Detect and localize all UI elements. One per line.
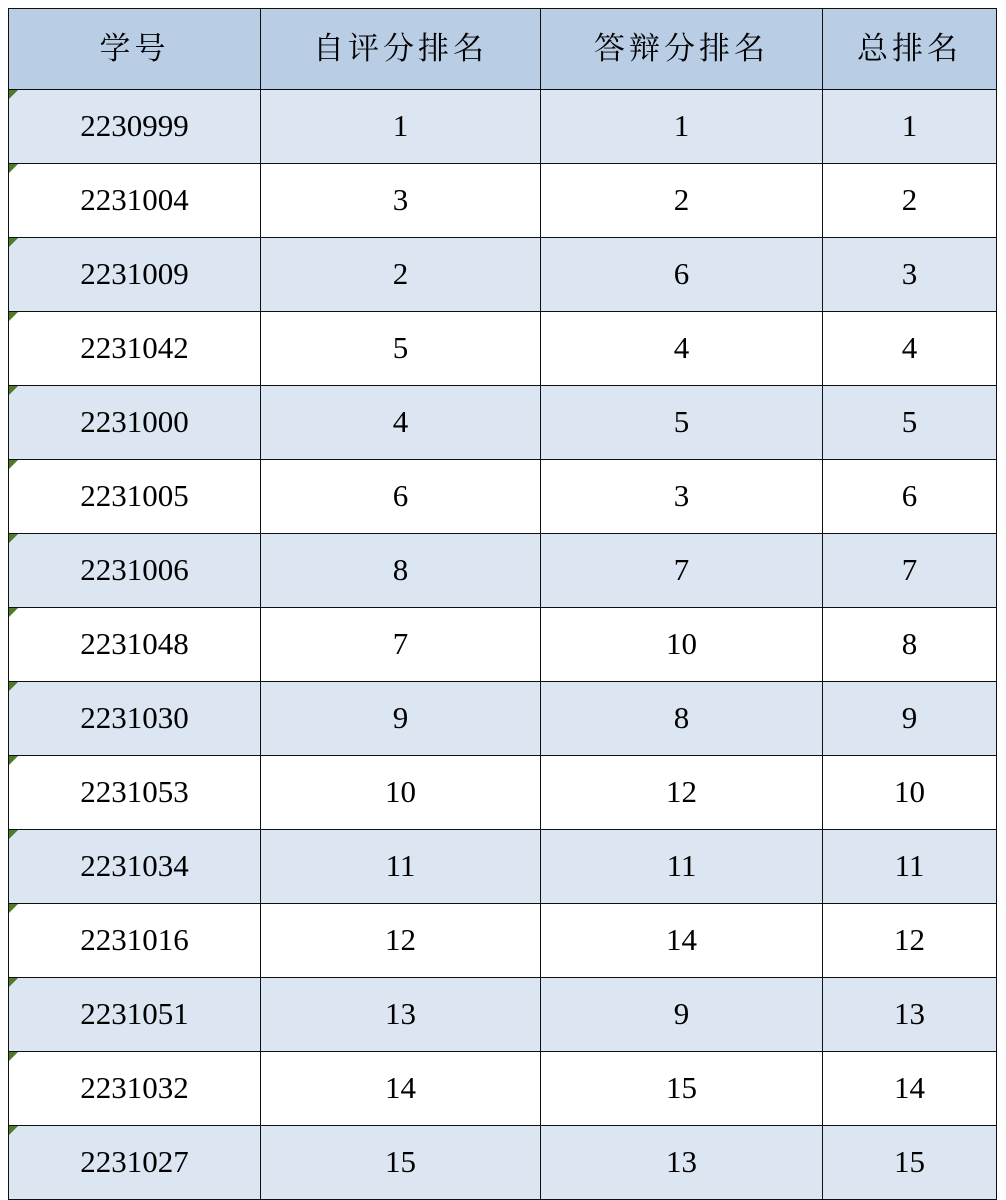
comment-marker-icon xyxy=(9,682,18,691)
cell-student-id: 2231016 xyxy=(9,904,261,978)
column-header-total-rank: 总排名 xyxy=(823,9,997,90)
cell-defense-score-rank: 4 xyxy=(541,312,823,386)
cell-student-id: 2231006 xyxy=(9,534,261,608)
cell-student-id: 2231042 xyxy=(9,312,261,386)
cell-total-rank: 9 xyxy=(823,682,997,756)
table-row xyxy=(9,682,997,756)
column-header-defense-score-rank: 答辩分排名 xyxy=(541,9,823,90)
cell-total-rank: 4 xyxy=(823,312,997,386)
cell-total-rank: 3 xyxy=(823,238,997,312)
cell-total-rank: 5 xyxy=(823,386,997,460)
cell-self-score-rank: 1 xyxy=(261,90,541,164)
comment-marker-icon xyxy=(9,978,18,987)
cell-self-score-rank: 14 xyxy=(261,1052,541,1126)
table-row xyxy=(9,904,997,978)
cell-total-rank: 11 xyxy=(823,830,997,904)
cell-student-id: 2231005 xyxy=(9,460,261,534)
cell-defense-score-rank: 15 xyxy=(541,1052,823,1126)
table-row xyxy=(9,756,997,830)
cell-self-score-rank: 8 xyxy=(261,534,541,608)
table-row xyxy=(9,1126,997,1200)
cell-self-score-rank: 5 xyxy=(261,312,541,386)
cell-total-rank: 13 xyxy=(823,978,997,1052)
cell-self-score-rank: 6 xyxy=(261,460,541,534)
cell-total-rank: 12 xyxy=(823,904,997,978)
cell-total-rank: 10 xyxy=(823,756,997,830)
cell-total-rank: 14 xyxy=(823,1052,997,1126)
cell-self-score-rank: 13 xyxy=(261,978,541,1052)
cell-total-rank: 1 xyxy=(823,90,997,164)
comment-marker-icon xyxy=(9,608,18,617)
cell-total-rank: 7 xyxy=(823,534,997,608)
cell-student-id: 2231051 xyxy=(9,978,261,1052)
cell-defense-score-rank: 8 xyxy=(541,682,823,756)
cell-student-id: 2231004 xyxy=(9,164,261,238)
comment-marker-icon xyxy=(9,460,18,469)
table-row xyxy=(9,608,997,682)
comment-marker-icon xyxy=(9,534,18,543)
comment-marker-icon xyxy=(9,756,18,765)
cell-defense-score-rank: 6 xyxy=(541,238,823,312)
comment-marker-icon xyxy=(9,238,18,247)
cell-defense-score-rank: 3 xyxy=(541,460,823,534)
cell-defense-score-rank: 7 xyxy=(541,534,823,608)
cell-self-score-rank: 7 xyxy=(261,608,541,682)
cell-self-score-rank: 10 xyxy=(261,756,541,830)
comment-marker-icon xyxy=(9,1126,18,1135)
cell-defense-score-rank: 12 xyxy=(541,756,823,830)
cell-total-rank: 6 xyxy=(823,460,997,534)
cell-student-id: 2231032 xyxy=(9,1052,261,1126)
cell-defense-score-rank: 11 xyxy=(541,830,823,904)
cell-total-rank: 2 xyxy=(823,164,997,238)
cell-student-id: 2231009 xyxy=(9,238,261,312)
comment-marker-icon xyxy=(9,1052,18,1061)
cell-student-id: 2231048 xyxy=(9,608,261,682)
table-row xyxy=(9,312,997,386)
comment-marker-icon xyxy=(9,164,18,173)
cell-defense-score-rank: 5 xyxy=(541,386,823,460)
comment-marker-icon xyxy=(9,386,18,395)
table-header-row xyxy=(9,9,997,90)
table-row xyxy=(9,164,997,238)
comment-marker-icon xyxy=(9,830,18,839)
cell-total-rank: 8 xyxy=(823,608,997,682)
column-header-self-score-rank: 自评分排名 xyxy=(261,9,541,90)
column-header-student-id: 学号 xyxy=(9,9,261,90)
table-body xyxy=(9,90,997,1200)
table-row xyxy=(9,830,997,904)
table-row xyxy=(9,978,997,1052)
cell-defense-score-rank: 9 xyxy=(541,978,823,1052)
cell-student-id: 2230999 xyxy=(9,90,261,164)
ranking-table xyxy=(8,8,997,1200)
cell-self-score-rank: 3 xyxy=(261,164,541,238)
cell-student-id: 2231053 xyxy=(9,756,261,830)
cell-defense-score-rank: 10 xyxy=(541,608,823,682)
cell-total-rank: 15 xyxy=(823,1126,997,1200)
cell-self-score-rank: 4 xyxy=(261,386,541,460)
comment-marker-icon xyxy=(9,312,18,321)
cell-defense-score-rank: 13 xyxy=(541,1126,823,1200)
comment-marker-icon xyxy=(9,90,18,99)
cell-self-score-rank: 2 xyxy=(261,238,541,312)
table-row xyxy=(9,1052,997,1126)
table-row xyxy=(9,386,997,460)
table-row xyxy=(9,534,997,608)
table-row xyxy=(9,460,997,534)
cell-student-id: 2231034 xyxy=(9,830,261,904)
cell-defense-score-rank: 2 xyxy=(541,164,823,238)
cell-self-score-rank: 11 xyxy=(261,830,541,904)
table-row xyxy=(9,90,997,164)
cell-self-score-rank: 15 xyxy=(261,1126,541,1200)
cell-self-score-rank: 9 xyxy=(261,682,541,756)
cell-defense-score-rank: 1 xyxy=(541,90,823,164)
cell-student-id: 2231030 xyxy=(9,682,261,756)
cell-defense-score-rank: 14 xyxy=(541,904,823,978)
cell-student-id: 2231000 xyxy=(9,386,261,460)
table-row xyxy=(9,238,997,312)
comment-marker-icon xyxy=(9,904,18,913)
cell-student-id: 2231027 xyxy=(9,1126,261,1200)
cell-self-score-rank: 12 xyxy=(261,904,541,978)
